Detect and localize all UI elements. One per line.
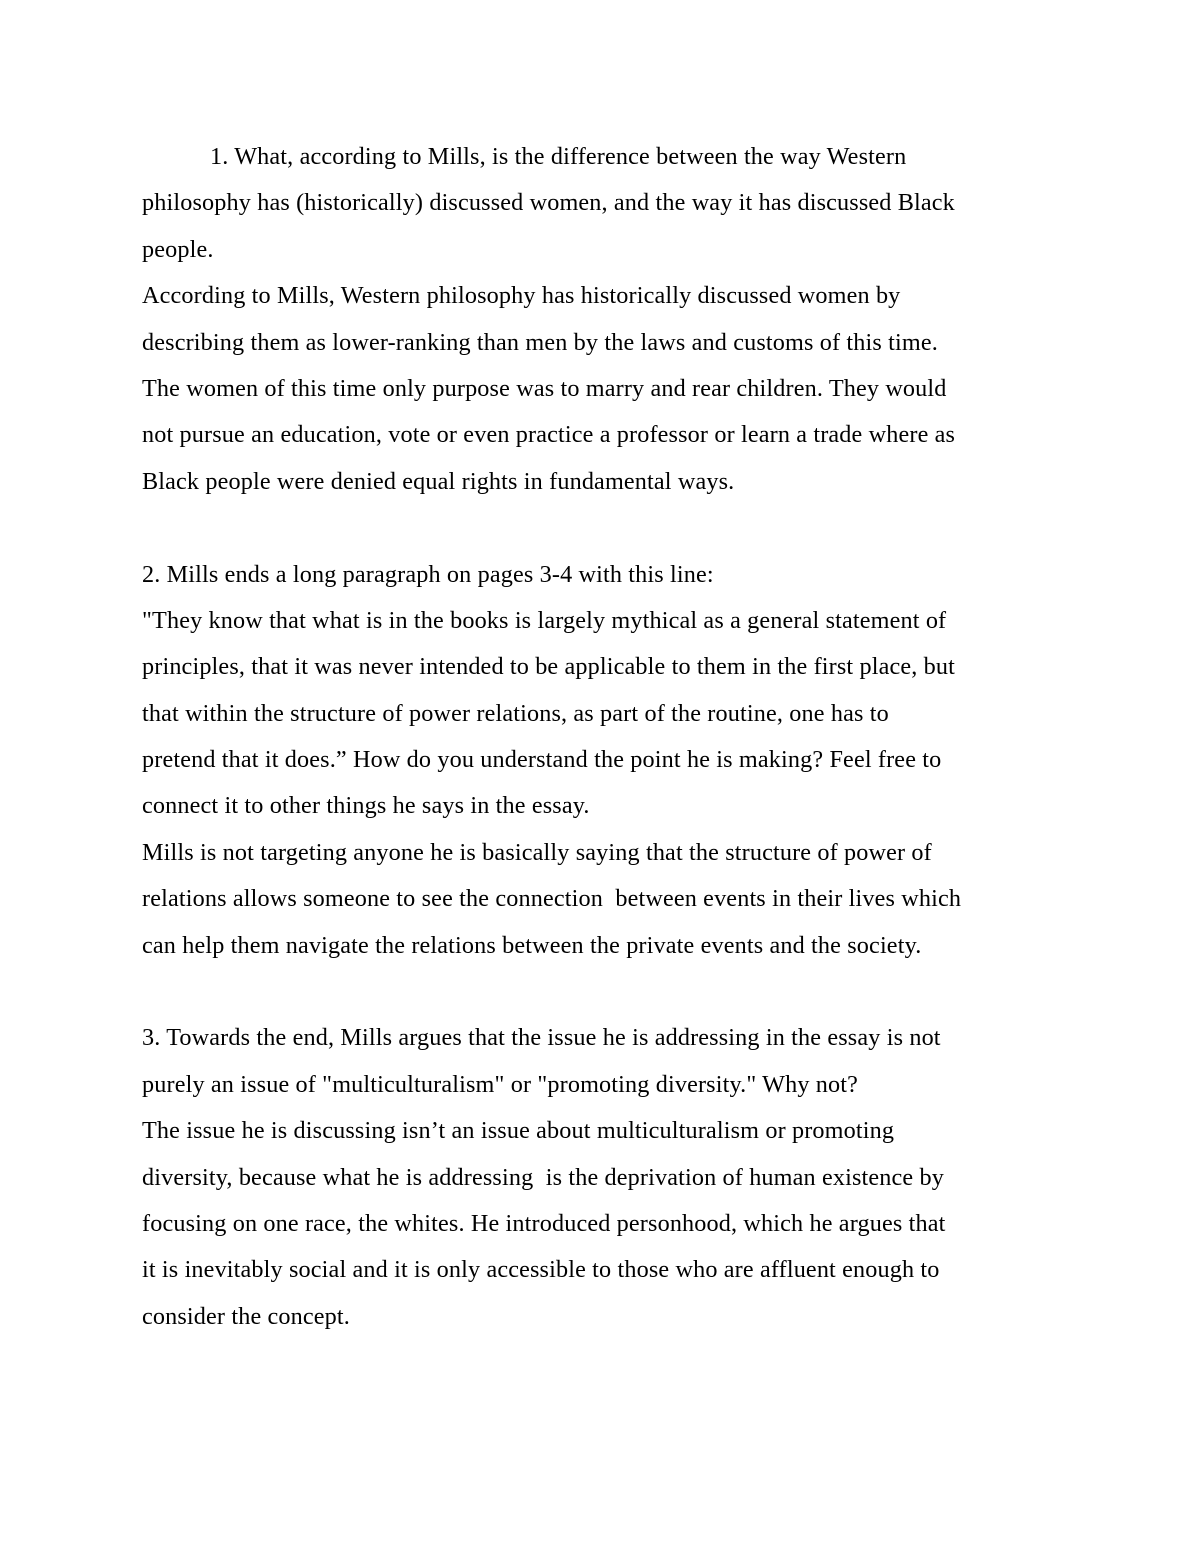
question-2-line: principles, that it was never intended to be applicable to them in the first place, but: [142, 653, 956, 681]
answer-3-line: it is inevitably social and it is only accessible to those who are affluent enough to: [142, 1256, 940, 1284]
answer-1-line: Black people were denied equal rights in fundamental ways.: [142, 467, 735, 495]
answer-3: [142, 1108, 1072, 1340]
question-1-line: 1. What, according to Mills, is the difference between the way Western: [210, 143, 907, 170]
question-3-line: purely an issue of "multiculturalism" or "promoting diversity." Why not?: [142, 1070, 859, 1098]
question-2-line: connect it to other things he says in the essay.: [142, 792, 590, 820]
answer-3-line: consider the concept.: [142, 1302, 350, 1330]
question-2: [142, 552, 1072, 830]
answer-3-line: diversity, because what he is addressing is the deprivation of human existence by: [142, 1163, 944, 1191]
answer-1-line: The women of this time only purpose was to marry and rear children. They would: [142, 374, 947, 402]
answer-3-line: focusing on one race, the whites. He introduced personhood, which he argues that: [142, 1209, 946, 1237]
answer-1-line: describing them as lower-ranking than men by the laws and customs of this time.: [142, 328, 938, 356]
question-1-line: philosophy has (historically) discussed women, and the way it has discussed Black: [142, 189, 955, 217]
answer-2-line: can help them navigate the relations between the private events and the society.: [142, 931, 922, 959]
question-2-line: "They know that what is in the books is largely mythical as a general statement of: [142, 606, 947, 634]
question-1: [142, 134, 1072, 273]
question-3: [142, 1015, 1072, 1108]
document-body: [142, 134, 1072, 1340]
answer-3-line: The issue he is discussing isn’t an issue about multiculturalism or promoting: [142, 1117, 895, 1145]
paragraph-spacer: [142, 969, 1072, 1015]
question-2-line: that within the structure of power relations, as part of the routine, one has to: [142, 699, 889, 727]
question-1-line: people.: [142, 235, 214, 263]
answer-2-line: relations allows someone to see the connection between events in their lives which: [142, 885, 962, 913]
question-3-line: 3. Towards the end, Mills argues that the issue he is addressing in the essay is not: [142, 1024, 941, 1052]
question-2-line: 2. Mills ends a long paragraph on pages 3-4 with this line:: [142, 560, 714, 588]
answer-1-line: According to Mills, Western philosophy has historically discussed women by: [142, 282, 901, 310]
question-2-line: pretend that it does.” How do you understand the point he is making? Feel free to: [142, 746, 942, 774]
answer-1-line: not pursue an education, vote or even practice a professor or learn a trade where as: [142, 421, 956, 449]
answer-2-line: Mills is not targeting anyone he is basically saying that the structure of power of: [142, 838, 932, 866]
answer-1: [142, 273, 1072, 505]
paragraph-spacer: [142, 505, 1072, 551]
answer-2: [142, 830, 1072, 969]
